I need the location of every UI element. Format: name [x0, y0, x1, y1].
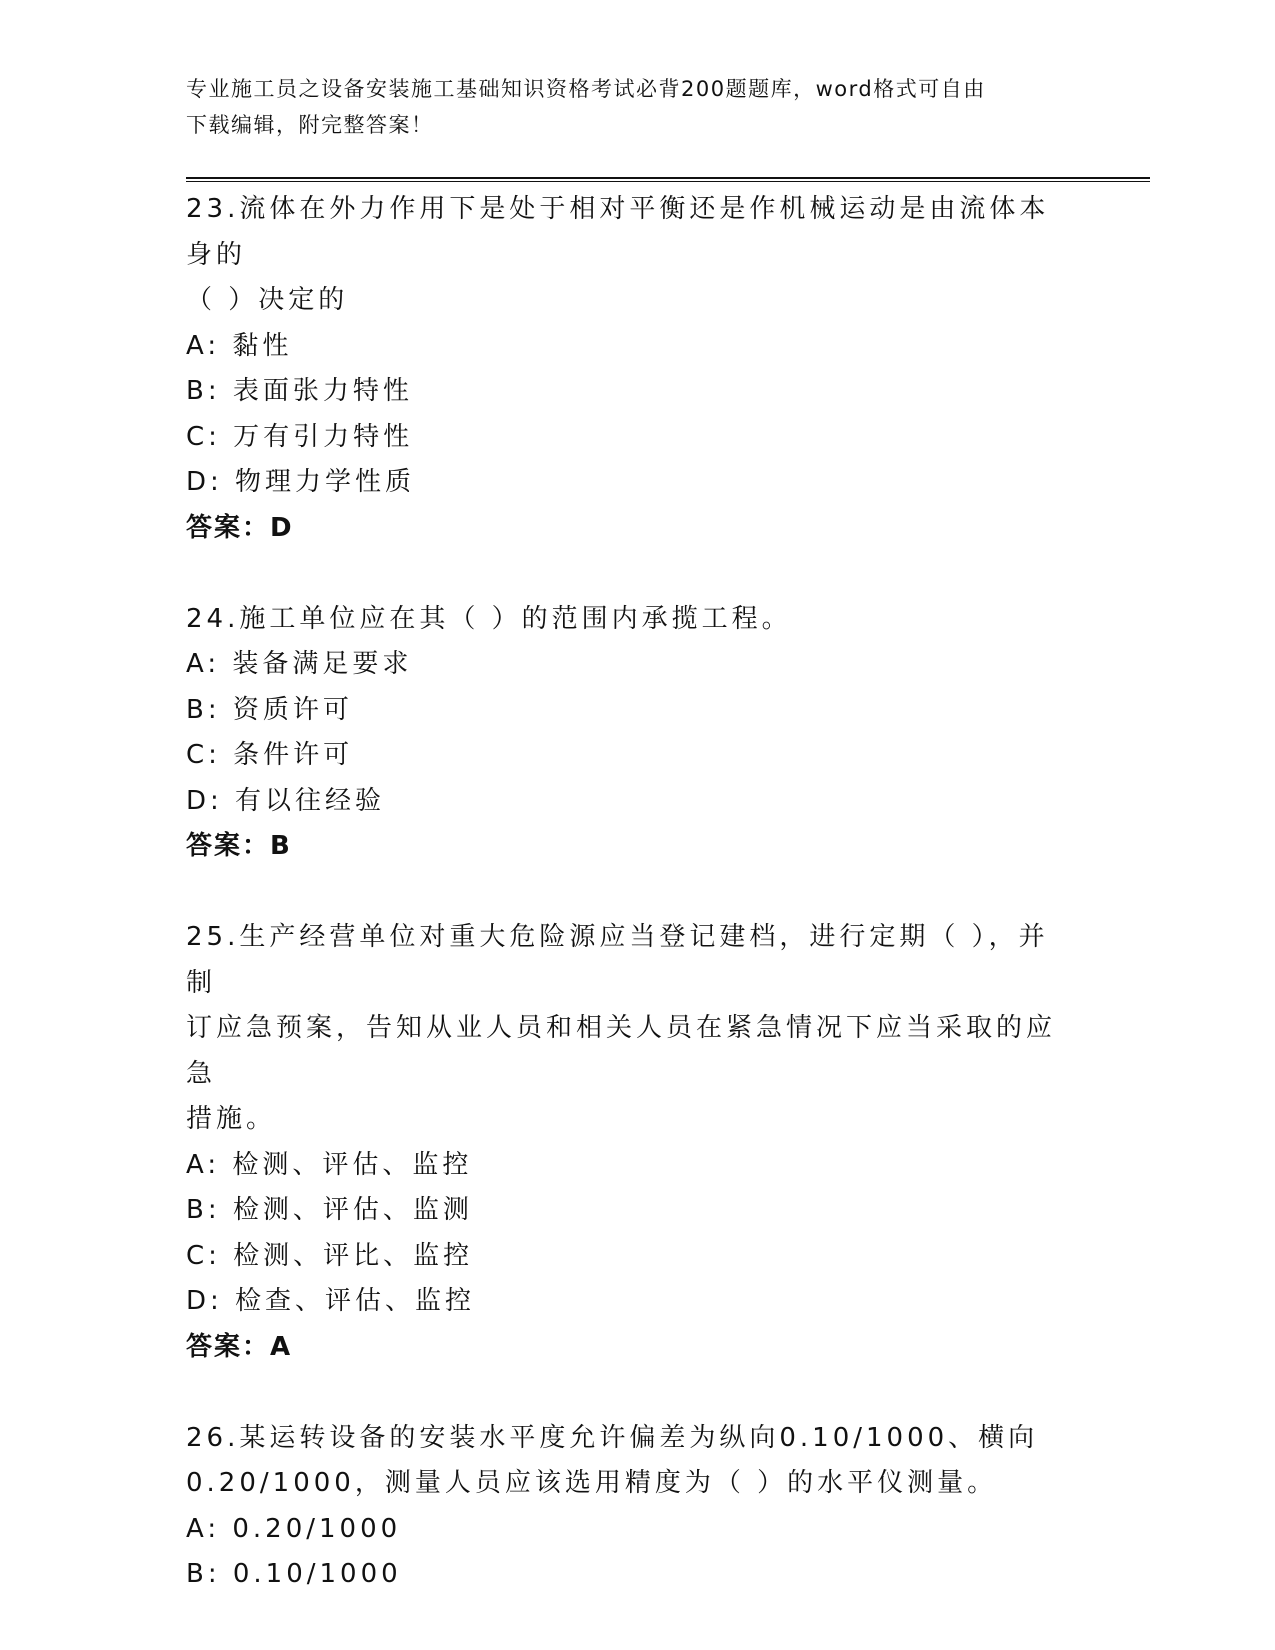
question-spacer: [186, 1370, 1076, 1416]
question-26: [186, 1416, 1076, 1598]
question-24: [186, 597, 1076, 870]
option-d: D: 物理力学性质: [186, 467, 416, 497]
option-b: B: 检测、评估、监测: [186, 1195, 473, 1225]
question-stem: 26.某运转设备的安装水平度允许偏差为纵向0.10/1000、横向 0.20/1000，测量人员应该选用精度为（ ）的水平仪测量。: [186, 1422, 1039, 1498]
option-b: B: 表面张力特性: [186, 376, 413, 406]
question-list: [186, 187, 1076, 1598]
header-divider: [186, 177, 1150, 183]
question-spacer: [186, 870, 1076, 916]
question-23: [186, 187, 1076, 551]
question-stem: 25.生产经营单位对重大危险源应当登记建档，进行定期（ ），并制 订应急预案，告知从业人员和相关人员在紧急情况下应当采取的应急 措施。: [186, 922, 1057, 1134]
answer: 答案：A: [186, 1331, 293, 1362]
option-a: A: 0.20/1000: [186, 1513, 402, 1544]
question-stem: 24.施工单位应在其（ ）的范围内承揽工程。: [186, 603, 792, 634]
option-c: C: 条件许可: [186, 740, 354, 770]
option-a: A: 装备满足要求: [186, 649, 413, 679]
option-b: B: 资质许可: [186, 694, 353, 725]
option-d: D: 检查、评估、监控: [186, 1286, 476, 1316]
option-a: A: 检测、评估、监控: [186, 1149, 473, 1180]
question-25: [186, 915, 1076, 1370]
answer: 答案：D: [186, 512, 294, 543]
document-header: 专业施工员之设备安装施工基础知识资格考试必背200题题库，word格式可自由 下载编辑，附完整答案！: [186, 77, 986, 137]
option-d: D: 有以往经验: [186, 785, 386, 816]
answer: 答案：B: [186, 831, 292, 861]
header-divider-thick: [186, 177, 1150, 179]
option-a: A: 黏性: [186, 330, 293, 361]
option-b: B: 0.10/1000: [186, 1559, 402, 1589]
option-c: C: 万有引力特性: [186, 421, 414, 452]
question-stem: 23.流体在外力作用下是处于相对平衡还是作机械运动是由流体本身的 （ ）决定的: [186, 194, 1050, 315]
header-divider-thin: [186, 181, 1150, 182]
question-spacer: [186, 551, 1076, 597]
option-c: C: 检测、评比、监控: [186, 1240, 474, 1271]
